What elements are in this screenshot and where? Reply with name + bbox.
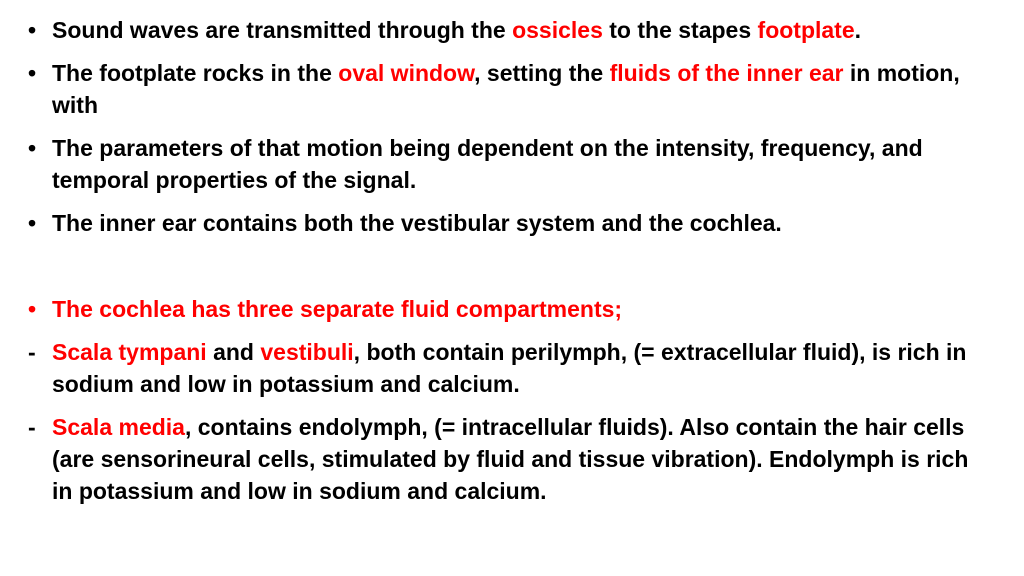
bullet-cochlea-compartments [28, 293, 988, 325]
text-segment: Sound waves are transmitted through the [52, 17, 513, 43]
text-segment: to the stapes [602, 17, 758, 43]
text-segment: , setting the [474, 60, 610, 86]
bullet-inner-ear [28, 207, 988, 239]
highlight-term: ossicles [512, 17, 603, 43]
dash-item-scala-tympani [28, 336, 988, 400]
bullet-text [52, 14, 988, 46]
text-segment: and [206, 339, 261, 365]
bullet-motion-parameters [28, 132, 988, 196]
dash-marker: - [28, 339, 36, 365]
bullet-text [52, 336, 988, 400]
text-segment: The footplate rocks in the [52, 60, 339, 86]
bullet-text [52, 57, 988, 121]
text-segment: in motion, with [52, 60, 960, 118]
bullet-text: The inner ear contains both the vestibular system and the cochlea. [52, 210, 782, 236]
text-segment: , both contain perilymph, (= extracellular fluid), is rich in sodium and low in potassium and calcium. [52, 339, 967, 397]
bullet-text: The cochlea has three separate fluid compartments; [52, 296, 623, 322]
bullet-marker: • [28, 17, 37, 43]
bullet-marker: • [28, 135, 37, 161]
bullet-oval-window [28, 57, 988, 121]
highlight-term: vestibuli [260, 339, 354, 365]
bullet-ossicles [28, 14, 988, 46]
bullet-marker: • [28, 60, 37, 86]
bullet-text: The parameters of that motion being dependent on the intensity, frequency, and temporal properties of the signal. [52, 135, 923, 193]
text-segment: . [854, 17, 862, 43]
dash-marker: - [28, 414, 36, 440]
highlight-term: Scala tympani [52, 339, 207, 365]
highlight-term: fluids of the inner ear [609, 60, 844, 86]
highlight-term: footplate [757, 17, 855, 43]
highlight-term: oval window [338, 60, 475, 86]
highlight-term: Scala media [52, 414, 185, 440]
bullet-text [52, 411, 988, 507]
dash-item-scala-media [28, 411, 988, 507]
text-segment: , contains endolymph, (= intracellular fluids). Also contain the hair cells (are sensorineural cells, stimulated by fluid and tissue vibration). Endolymph is rich in potassium and low in sodium and calcium. [52, 414, 969, 504]
bullet-marker: • [28, 210, 37, 236]
bullet-marker: • [28, 296, 37, 322]
